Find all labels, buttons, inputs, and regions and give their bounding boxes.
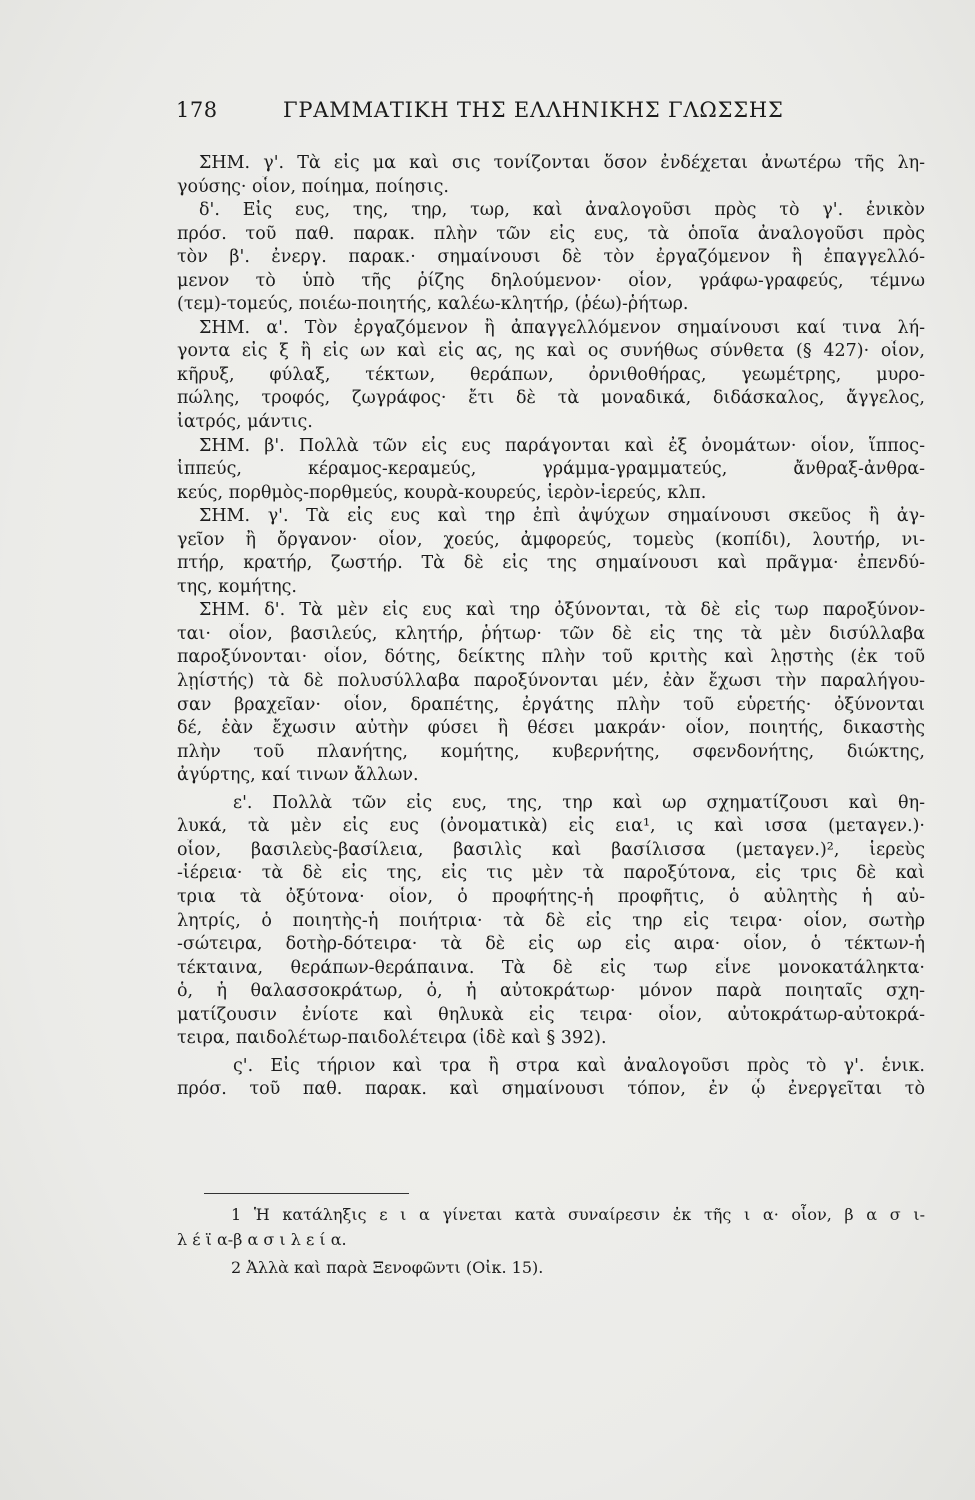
text-line: ΣΗΜ. γ'. Τὰ εἰς μα καὶ σις τονίζονται ὅσον ἐνδέχεται ἀνωτέρω τῆς λη- (199, 153, 925, 173)
text-line: δ'. Εἰς ευς, της, τηρ, τωρ, καὶ ἀναλογοῦσι πρὸς τὸ γ'. ἑνικὸν (199, 200, 925, 221)
text-line: σαν βραχεῖαν· οἷον, δραπέτης, ἐργάτης πλὴν τοῦ εὑρετής· ὀξύνονται (177, 694, 925, 715)
text-line: μενον τὸ ὑπὸ τῆς ῥίζης δηλούμενον· οἷον, γράφω-γραφεύς, τέμνω (177, 270, 925, 291)
text-line: ΣΗΜ. β'. Πολλὰ τῶν εἰς ευς παράγονται καὶ ἐξ ὀνομάτων· οἷον, ἵππος- (199, 435, 925, 456)
text-line: τὸν β'. ἐνεργ. παρακ.· σημαίνουσι δὲ τὸν ἐργαζόμενον ἢ ἐπαγγελλό- (177, 247, 925, 268)
text-line: πρόσ. τοῦ παθ. παρακ. πλὴν τῶν εἰς ευς, τὰ ὁποῖα ἀναλογοῦσι πρὸς (177, 223, 925, 244)
text-line: πρόσ. τοῦ παθ. παρακ. καὶ σημαίνουσι τόπον, ἐν ᾧ ἐνεργεῖται τὸ (177, 1079, 925, 1100)
text-line: ε'. Πολλὰ τῶν εἰς ευς, της, τηρ καὶ ωρ σχηματίζουσι καὶ θη- (233, 792, 925, 813)
text-line: της, κομήτης. (177, 576, 297, 597)
text-line: ὁ, ἡ θαλασσοκράτωρ, ὁ, ἡ αὐτοκράτωρ· μόνον παρὰ ποιηταῖς σχη- (177, 981, 925, 1002)
text-line: ἱππεύς, κέραμος-κεραμεύς, γράμμα-γραμματεύς, ἄνθραξ-ἀνθρα- (177, 459, 925, 480)
text-line: τρια τὰ ὀξύτονα· οἷον, ὁ προφήτης-ἡ προφῆτις, ὁ αὐλητὴς ἡ αὐ- (177, 886, 925, 907)
text-line: τειρα, παιδολέτωρ-παιδολέτειρα (ἰδὲ καὶ § 392). (177, 1028, 607, 1049)
text-line: (τεμ)-τομεύς, ποιέω-ποιητής, καλέω-κλητήρ, (ῥέω)-ῥήτωρ. (177, 294, 689, 315)
text-line: δέ, ἐὰν ἔχωσιν αὐτὴν φύσει ἢ θέσει μακράν· οἷον, ποιητής, δικαστὴς (177, 718, 925, 739)
text-line: ἀγύρτης, καί τινων ἄλλων. (177, 765, 419, 786)
text-line: ΣΗΜ. α'. Τὸν ἐργαζόμενον ἢ ἀπαγγελλόμενον σημαίνουσι καί τινα λή- (199, 317, 925, 338)
text-line: ἰατρός, μάντις. (177, 412, 313, 433)
footnote-line: 1 Ἡ κατάληξις ε ι α γίνεται κατὰ συναίρεσιν ἐκ τῆς ι α· οἷον, β α σ ι- (231, 1205, 925, 1224)
page-number: 178 (176, 98, 218, 122)
text-line: ματίζουσιν ἐνίοτε καὶ θηλυκὰ εἰς τειρα· οἷον, αὐτοκράτωρ-αὐτοκρά- (177, 1004, 925, 1025)
text-line: ς'. Εἰς τήριον καὶ τρα ἢ στρα καὶ ἀναλογοῦσι πρὸς τὸ γ'. ἑνικ. (233, 1055, 925, 1076)
text-line: λυκά, τὰ μὲν εἰς ευς (ὀνοματικὰ) εἰς εια¹, ις καὶ ισσα (μεταγεν.)· (177, 816, 925, 837)
running-title: ΓΡΑΜΜΑΤΙΚΗ ΤΗΣ ΕΛΛΗΝΙΚΗΣ ΓΛΩΣΣΗΣ (283, 98, 784, 122)
footnotes (177, 1203, 925, 1281)
text-line: λητρίς, ὁ ποιητὴς-ἡ ποιήτρια· τὰ δὲ εἰς τηρ εἰς τειρα· οἷον, σωτὴρ (177, 910, 925, 931)
text-line: γεῖον ἢ ὄργανον· οἷον, χοεύς, ἀμφορεύς, τομεὺς (κοπίδι), λουτήρ, νι- (177, 529, 925, 550)
text-line: γούσης· οἷον, ποίημα, ποίησις. (177, 176, 449, 197)
footnote-rule (204, 1193, 409, 1194)
main-text (177, 152, 925, 1102)
text-line: κεύς, πορθμὸς-πορθμεύς, κουρὰ-κουρεύς, ἱερὸν-ἱερεύς, κλπ. (177, 482, 707, 503)
page-header (176, 98, 826, 130)
text-line: λῃίστής) τὰ δὲ πολυσύλλαβα παροξύνονται μέν, ἐὰν ἔχωσι τὴν παραλήγου- (177, 671, 925, 692)
text-line: τέκταινα, θεράπων-θεράπαινα. Τὰ δὲ εἰς τωρ εἶνε μονοκατάληκτα· (177, 957, 925, 978)
text-line: -ἱέρεια· τὰ δὲ εἰς της, εἰς τις μὲν τὰ παροξύτονα, εἰς τρις δὲ καὶ (177, 863, 925, 884)
text-line: πτήρ, κρατήρ, ζωστήρ. Τὰ δὲ εἰς της σημαίνουσι καὶ πρᾶγμα· ἐπενδύ- (177, 553, 925, 574)
text-line: παροξύνονται· οἷον, δότης, δείκτης πλὴν τοῦ κριτὴς καὶ λῃστὴς (ἐκ τοῦ (177, 647, 925, 668)
text-line: οἷον, βασιλεὺς-βασίλεια, βασιλὶς καὶ βασίλισσα (μεταγεν.)², ἱερεὺς (177, 839, 925, 860)
text-line: -σώτειρα, δοτὴρ-δότειρα· τὰ δὲ εἰς ωρ εἰς αιρα· οἷον, ὁ τέκτων-ἡ (177, 934, 925, 955)
text-line: γοντα εἰς ξ ἢ εἰς ων καὶ εἰς ας, ης καὶ ος συνήθως σύνθετα (§ 427)· οἷον, (177, 341, 925, 362)
footnote-line: λ έ ϊ α-β α σ ι λ ε ί α. (177, 1229, 347, 1249)
text-line: ΣΗΜ. γ'. Τὰ εἰς ευς καὶ τηρ ἐπὶ ἀψύχων σημαίνουσι σκεῦος ἢ ἀγ- (199, 506, 925, 527)
text-line: κῆρυξ, φύλαξ, τέκτων, θεράπων, ὀρνιθοθήρας, γεωμέτρης, μυρο- (177, 364, 925, 385)
text-line: πλὴν τοῦ πλανήτης, κομήτης, κυβερνήτης, σφενδονήτης, διώκτης, (177, 741, 925, 762)
text-line: πώλης, τροφός, ζωγράφος· ἔτι δὲ τὰ μοναδικά, διδάσκαλος, ἄγγελος, (177, 388, 925, 409)
text-line: ται· οἷον, βασιλεύς, κλητήρ, ῥήτωρ· τῶν δὲ εἰς της τὰ μὲν δισύλλαβα (177, 623, 925, 644)
text-line: ΣΗΜ. δ'. Τὰ μὲν εἰς ευς καὶ τηρ ὀξύνονται, τὰ δὲ εἰς τωρ παροξύνον- (199, 600, 925, 621)
footnote-line: 2 Ἀλλὰ καὶ παρὰ Ξενοφῶντι (Οἰκ. 15). (231, 1258, 544, 1277)
